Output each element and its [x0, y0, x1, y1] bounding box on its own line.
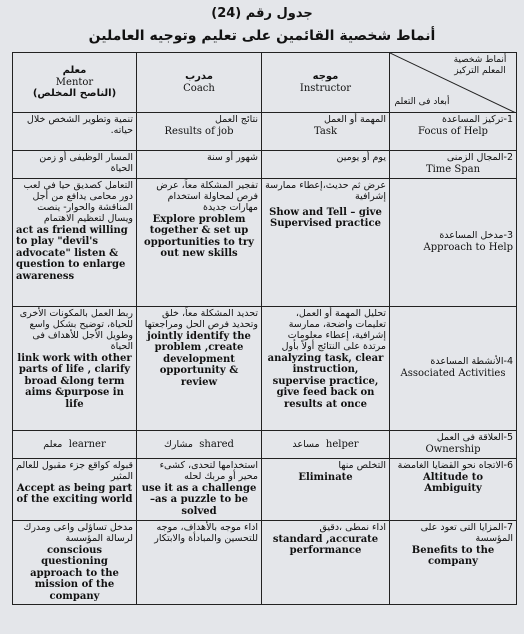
corner-bottom-label: أبعاد فى التعلم	[394, 97, 450, 108]
cell-mentor	[13, 113, 137, 151]
table-row	[13, 431, 517, 459]
cell-mentor	[13, 151, 137, 179]
header-instructor	[262, 53, 390, 113]
cell-en: Explore problem together & set up opportunities to try out new skills	[144, 213, 254, 260]
cell-coach	[137, 113, 262, 151]
cell-en: helper	[325, 438, 359, 450]
cell-dimension	[390, 113, 517, 151]
corner-top-label: أنماط شخصية المعلم التركيز	[453, 55, 507, 76]
table-row	[13, 459, 517, 521]
cell-ar: تحديد المشكلة معاً، خلق وتحديد فرص الحل ومراجعتها	[144, 308, 258, 330]
cell-instructor	[262, 179, 390, 307]
coach-ar: مدرب	[185, 71, 213, 82]
cell-ar: تحليل المهمة أو العمل، تعليمات واضحة، ممارسة إشرافية، إعطاء معلومات مرتدة على النتائج أولاً بأول	[281, 308, 386, 352]
cell-ar: المسار الوظيفى أو زمن الحياة	[39, 152, 133, 174]
dimension-ar: 2-المجال الزمنى	[446, 152, 513, 163]
dimension-en: Associated Activities	[400, 368, 506, 380]
header-coach	[137, 53, 262, 113]
header-row	[13, 53, 517, 113]
table-row	[13, 521, 517, 605]
cell-instructor	[262, 151, 390, 179]
table-row	[13, 113, 517, 151]
cell-ar: شهور أو سنة	[206, 152, 258, 163]
mentor-en: Mentor	[55, 76, 94, 88]
cell-ar: اداء نمطى ،دقيق	[319, 522, 386, 533]
cell-mentor	[13, 521, 137, 605]
cell-en: conscious questioning approach to the mission of the company	[30, 544, 119, 602]
mentor-ar: معلم	[62, 65, 87, 77]
cell-combined	[16, 439, 133, 451]
cell-ar: التخلص منها	[338, 460, 386, 471]
instructor-en: Instructor	[299, 82, 352, 94]
cell-ar: مشارك	[164, 438, 193, 450]
cell-instructor	[262, 521, 390, 605]
table-row	[13, 151, 517, 179]
cell-en: analyzing task, clear instruction, supervise practice, give feed back on results at once	[267, 352, 384, 410]
cell-ar: تفجير المشكلة معاً، عرض فرص لمحاولة استخدام مهارات جديدة	[156, 180, 258, 213]
dimension-en: Focus of Help	[418, 125, 488, 137]
dimension-en: Approach to Help	[423, 242, 513, 254]
cell-ar: مساعد	[292, 438, 320, 450]
dimension-en: Ownership	[425, 443, 481, 455]
table-number: جدول رقم (24)	[211, 6, 313, 21]
dimension-ar: 4-الأنشطة المساعدة	[430, 356, 513, 368]
cell-en: use it as a challenge –as a puzzle to be solved	[141, 482, 257, 517]
cell-ar: نتائج العمل	[214, 114, 258, 125]
cell-dimension	[390, 151, 517, 179]
header-corner	[390, 53, 517, 113]
cell-dimension	[390, 179, 517, 307]
cell-mentor	[13, 459, 137, 521]
cell-ar: استخدامها لتحدى، كشىء محير أو مربك لحله	[159, 460, 258, 482]
cell-instructor	[262, 113, 390, 151]
cell-ar: معلم	[43, 438, 63, 450]
cell-ar: اداء موجه بالأهداف، موجه للتحسين والمبادأة والابتكار	[154, 522, 258, 544]
dimension-ar: 7-المزايا التى تعود على المؤسسة	[420, 522, 513, 544]
cell-en: Show and Tell – give Supervised practice	[269, 206, 382, 230]
cell-en: Results of job	[164, 125, 234, 137]
cell-en: learner	[68, 438, 106, 450]
cell-ar: يوم أو يومين	[336, 152, 386, 163]
cell-en: shared	[199, 438, 234, 450]
cell-coach	[137, 151, 262, 179]
cell-en: Task	[313, 125, 338, 137]
cell-dimension	[390, 431, 517, 459]
cell-en: Accept as being part of the exciting world	[16, 482, 133, 506]
cell-mentor	[13, 179, 137, 307]
mentor-sub: (الناصح المخلص)	[32, 88, 117, 100]
dimension-ar: 1-تركيز المساعدة	[441, 114, 513, 125]
instructor-ar: موجه	[312, 71, 339, 82]
cell-en: link work with other parts of life , clarify broad &long term aims &purpose in life	[17, 352, 132, 410]
cell-en: act as friend willing to play "devil's advocate" listen & question to enlarge awareness	[16, 224, 128, 282]
cell-ar: عرض ثم حديث،إعطاء ممارسة إشرافية	[265, 180, 386, 202]
cell-coach	[137, 521, 262, 605]
cell-coach	[137, 307, 262, 431]
dimension-en: Time Span	[425, 163, 481, 175]
table-heading: أنماط شخصية القائمين على تعليم وتوجيه العاملين	[88, 28, 436, 44]
cell-instructor	[262, 431, 390, 459]
cell-en: standard ,accurate performance	[272, 533, 379, 557]
cell-mentor	[13, 307, 137, 431]
header-mentor	[13, 53, 137, 113]
dimension-ar: 5-العلاقة فى العمل	[436, 432, 513, 443]
cell-ar: التعامل كصديق حيا فى لعب دور محامى يدافع من أجل المناقشة والحوار- ينصت ويسال لتعظيم الاهتمام	[23, 180, 133, 224]
coach-en: Coach	[183, 82, 215, 94]
dimension-ar: 3-مدخل المساعدة	[439, 230, 513, 242]
table-row	[13, 307, 517, 431]
dimension-ar: 6-الاتجاه نحو القضايا الغامضة	[397, 460, 513, 471]
dimension-en: Altitude to Ambiguity	[423, 471, 483, 495]
cell-coach	[137, 431, 262, 459]
cell-dimension	[390, 459, 517, 521]
cell-instructor	[262, 459, 390, 521]
cell-ar: قبوله كواقع جزء مقبول للعالم المثير	[16, 460, 133, 482]
cell-instructor	[262, 307, 390, 431]
table-row	[13, 179, 517, 307]
cell-dimension	[390, 307, 517, 431]
cell-coach	[137, 459, 262, 521]
cell-ar: تنمية وتطوير الشخص خلال حياته.	[26, 114, 133, 136]
cell-dimension	[390, 521, 517, 605]
cell-ar: مدخل تساؤلى واعى ومدرك لرسالة المؤسسة	[23, 522, 133, 544]
cell-ar: ربط العمل بالمكونات الأخرى للحياة، توضيح بشكل واسع وطويل الأجل للأهداف فى الحياة	[19, 308, 133, 352]
dimension-en: Benefits to the company	[411, 544, 495, 568]
cell-combined	[265, 439, 386, 451]
cell-coach	[137, 179, 262, 307]
cell-en: Eliminate	[298, 471, 353, 483]
cell-ar: المهمة أو العمل	[323, 114, 386, 125]
comparison-table	[12, 52, 517, 605]
cell-mentor	[13, 431, 137, 459]
cell-en: jointly identify the problem ,create development opportunity & review	[147, 330, 251, 388]
cell-combined	[140, 439, 258, 451]
